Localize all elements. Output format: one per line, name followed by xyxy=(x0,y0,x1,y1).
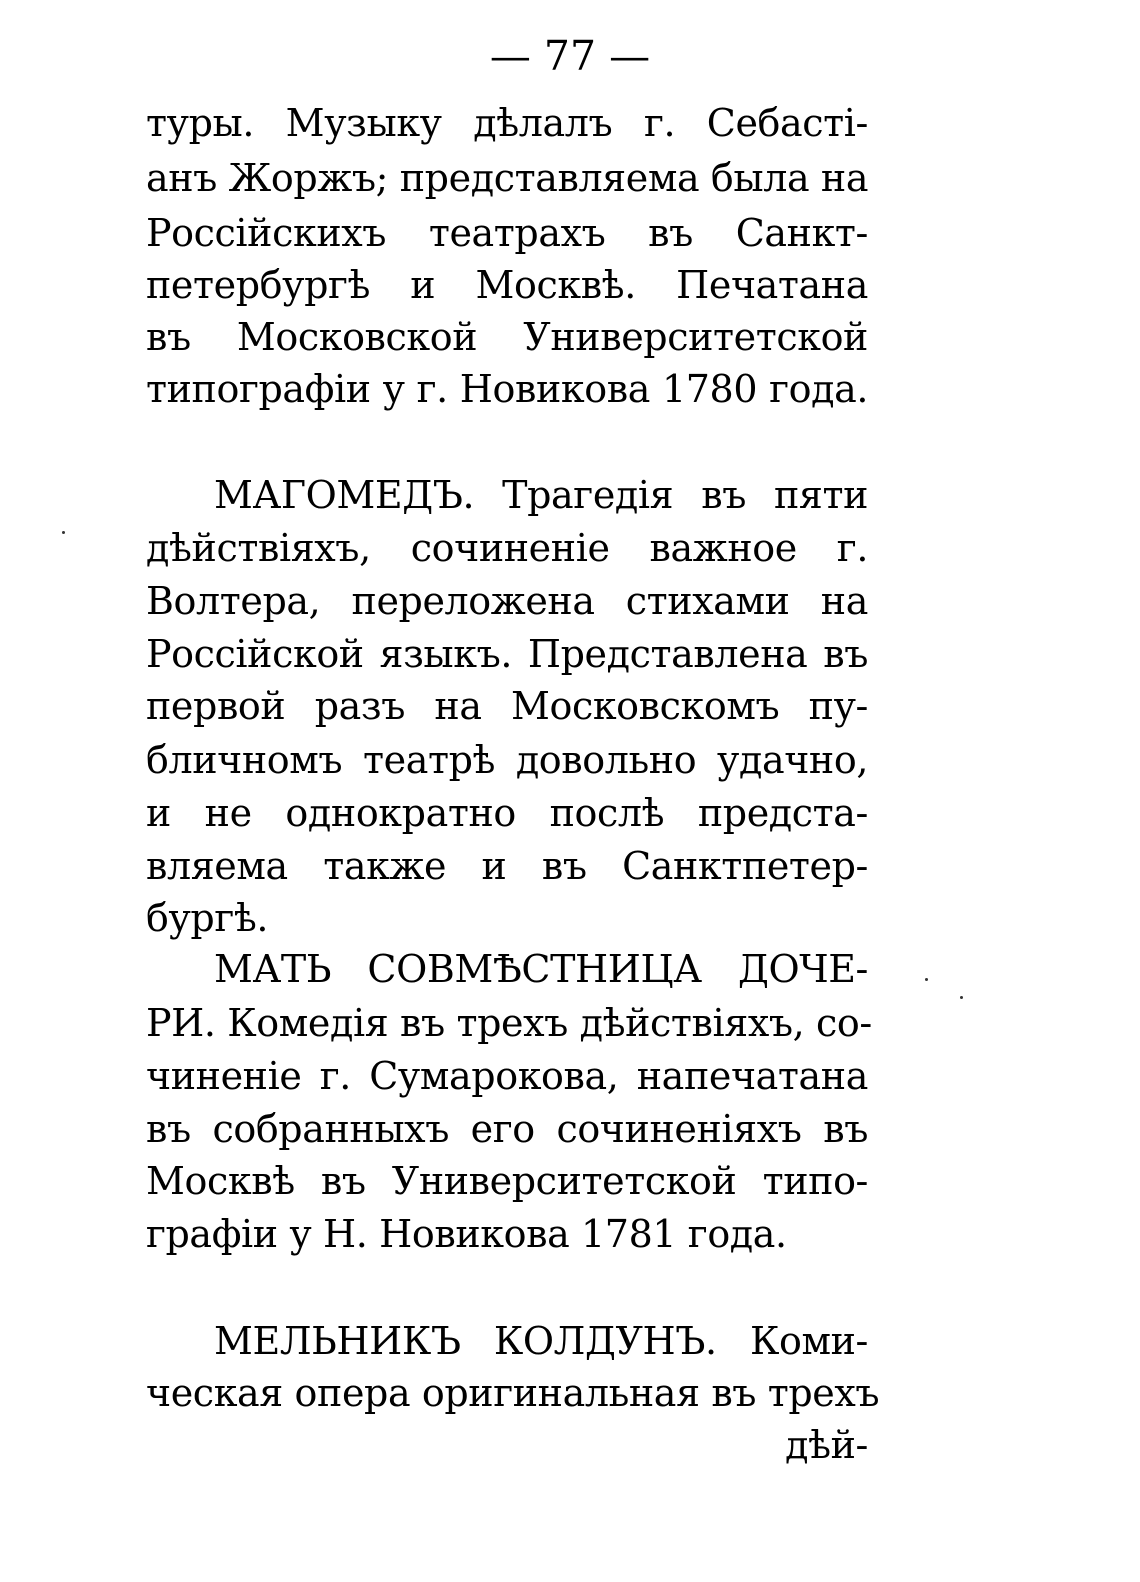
text-line: чиненіе г. Сумарокова, напечатана xyxy=(146,1054,868,1098)
text-line: ческая опера оригинальная въ трехъ xyxy=(146,1371,880,1415)
entry-heading-line: МАГОМЕДЪ. Трагедія въ пяти xyxy=(214,473,868,517)
scan-speck xyxy=(960,996,963,999)
text-line: дѣйствіяхъ, сочиненіе важное г. xyxy=(146,526,868,570)
scan-speck xyxy=(925,978,928,981)
text-line: туры. Музыку дѣлалъ г. Себасті- xyxy=(146,101,868,145)
text-line: РИ. Комедія въ трехъ дѣйствіяхъ, со- xyxy=(146,1001,872,1045)
text-line: бличномъ театрѣ довольно удачно, xyxy=(146,738,868,782)
text-line: въ собранныхъ его сочиненіяхъ въ xyxy=(146,1107,868,1151)
catchword: дѣй- xyxy=(785,1423,868,1467)
text-line: графіи у Н. Новикова 1781 года. xyxy=(146,1212,787,1256)
text-line: анъ Жоржъ; представляема была на xyxy=(146,156,869,200)
text-line: бургѣ. xyxy=(146,896,269,940)
text-line: Волтера, переложена стихами на xyxy=(146,579,868,623)
entry-heading-line: МЕЛЬНИКЪ КОЛДУНЪ. Коми- xyxy=(214,1319,868,1363)
text-line: первой разъ на Московскомъ пу- xyxy=(146,684,868,728)
text-line: петербургѣ и Москвѣ. Печатана xyxy=(146,263,868,307)
entry-heading-line: МАТЬ СОВМѢСТНИЦА ДОЧЕ- xyxy=(214,947,868,991)
text-line: въ Московской Университетской xyxy=(146,315,868,359)
text-line: типографіи у г. Новикова 1780 года. xyxy=(146,367,868,411)
text-line: вляема также и въ Санктпетер- xyxy=(146,844,868,888)
page-number: — 77 — xyxy=(489,32,651,80)
scan-speck xyxy=(62,531,65,534)
text-line: Россійскихъ театрахъ въ Санкт- xyxy=(146,211,868,255)
text-line: и не однократно послѣ предста- xyxy=(146,791,868,835)
text-line: Москвѣ въ Университетской типо- xyxy=(146,1159,868,1203)
text-line: Россійской языкъ. Представлена въ xyxy=(146,632,868,676)
